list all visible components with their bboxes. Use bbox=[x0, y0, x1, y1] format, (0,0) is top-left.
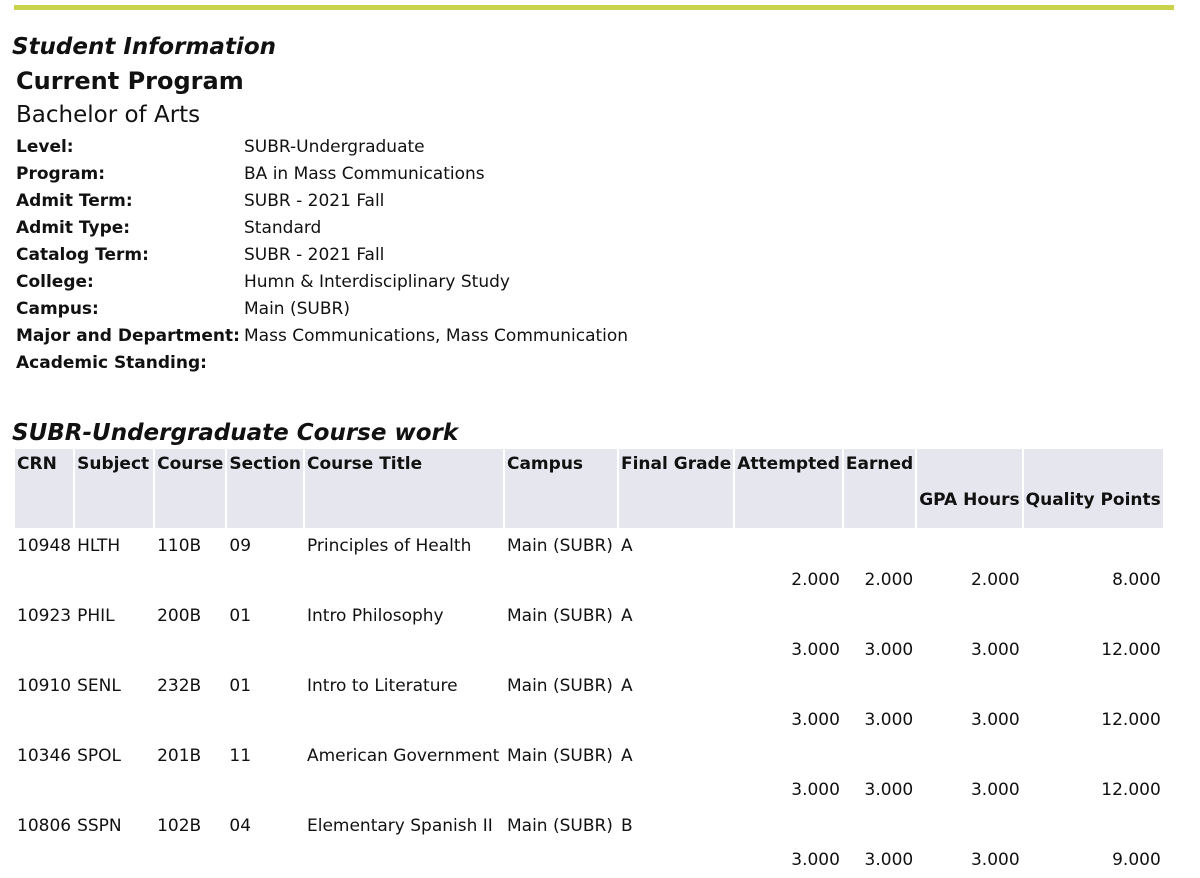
column-header-course-title: Course Title bbox=[305, 449, 503, 528]
course-title-cell: Principles of Health bbox=[306, 536, 472, 556]
detail-label: College: bbox=[16, 271, 94, 292]
program-detail-row bbox=[16, 160, 628, 187]
attempted-hours-cell: 3.000 bbox=[791, 850, 840, 870]
quality-points-cell: 8.000 bbox=[1112, 570, 1161, 590]
section-cell: 01 bbox=[229, 676, 252, 696]
program-detail-row bbox=[16, 268, 628, 295]
column-header-campus: Campus bbox=[505, 449, 617, 528]
course-row bbox=[15, 598, 1163, 668]
detail-value bbox=[244, 349, 628, 376]
campus-cell: Main (SUBR) bbox=[506, 746, 613, 766]
detail-label: Academic Standing: bbox=[16, 352, 207, 373]
campus-cell: Main (SUBR) bbox=[506, 536, 613, 556]
program-detail-row bbox=[16, 349, 628, 376]
detail-label: Catalog Term: bbox=[16, 244, 149, 265]
final-grade-cell: B bbox=[620, 816, 633, 836]
course-number-cell: 110B bbox=[157, 536, 202, 556]
column-header-gpa-hours: GPA Hours bbox=[917, 449, 1021, 528]
earned-hours-cell: 3.000 bbox=[864, 640, 914, 660]
attempted-hours-cell: 3.000 bbox=[791, 640, 840, 660]
attempted-hours-cell: 3.000 bbox=[791, 710, 840, 730]
gpa-hours-cell: 3.000 bbox=[970, 640, 1020, 660]
earned-hours-cell: 3.000 bbox=[864, 780, 914, 800]
final-grade-cell: A bbox=[620, 536, 633, 556]
detail-label: Major and Department: bbox=[16, 325, 240, 346]
earned-hours-cell: 2.000 bbox=[864, 570, 914, 590]
program-detail-row bbox=[16, 187, 628, 214]
course-row bbox=[15, 808, 1163, 878]
crn-cell: 10806 bbox=[17, 816, 72, 836]
earned-hours-cell: 3.000 bbox=[864, 710, 914, 730]
crn-cell: 10346 bbox=[17, 746, 72, 766]
gpa-hours-cell: 2.000 bbox=[970, 570, 1020, 590]
course-title-cell: Elementary Spanish II bbox=[306, 816, 493, 836]
course-title-cell: Intro Philosophy bbox=[306, 606, 444, 626]
program-name: Bachelor of Arts bbox=[16, 102, 201, 128]
section-cell: 01 bbox=[229, 606, 252, 626]
crn-cell: 10923 bbox=[17, 606, 72, 626]
section-cell: 09 bbox=[229, 536, 252, 556]
course-row bbox=[15, 668, 1163, 738]
program-detail-row bbox=[16, 214, 628, 241]
final-grade-cell: A bbox=[620, 746, 633, 766]
detail-label: Admit Term: bbox=[16, 190, 133, 211]
detail-value: Standard bbox=[244, 217, 322, 238]
campus-cell: Main (SUBR) bbox=[506, 606, 613, 626]
section-cell: 04 bbox=[229, 816, 252, 836]
final-grade-cell: A bbox=[620, 676, 633, 696]
attempted-hours-cell: 3.000 bbox=[791, 780, 840, 800]
column-header-course: Course bbox=[155, 449, 225, 528]
quality-points-cell: 12.000 bbox=[1101, 710, 1161, 730]
detail-value: SUBR - 2021 Fall bbox=[244, 244, 385, 265]
gpa-hours-cell: 3.000 bbox=[970, 780, 1020, 800]
top-divider bbox=[14, 5, 1174, 10]
gpa-hours-cell: 3.000 bbox=[970, 850, 1020, 870]
student-information-heading: Student Information bbox=[12, 34, 276, 60]
course-number-cell: 102B bbox=[157, 816, 202, 836]
quality-points-cell: 9.000 bbox=[1112, 850, 1161, 870]
detail-value: SUBR-Undergraduate bbox=[244, 136, 425, 157]
detail-value: SUBR - 2021 Fall bbox=[244, 190, 385, 211]
column-header-attempted: Attempted bbox=[735, 449, 842, 528]
crn-cell: 10910 bbox=[17, 676, 72, 696]
attempted-hours-cell: 2.000 bbox=[791, 570, 840, 590]
course-number-cell: 201B bbox=[157, 746, 202, 766]
column-header-subject: Subject bbox=[75, 449, 153, 528]
program-details-table bbox=[16, 133, 628, 376]
program-detail-row bbox=[16, 295, 628, 322]
detail-value: Humn & Interdisciplinary Study bbox=[244, 271, 510, 292]
detail-label: Admit Type: bbox=[16, 217, 131, 238]
course-row bbox=[15, 528, 1163, 598]
detail-value: Mass Communications, Mass Communication bbox=[244, 325, 629, 346]
column-header-quality-points: Quality Points bbox=[1024, 449, 1163, 528]
subject-cell: SENL bbox=[77, 676, 121, 696]
current-program-heading: Current Program bbox=[16, 67, 244, 95]
column-header-crn: CRN bbox=[15, 449, 73, 528]
program-detail-row bbox=[16, 241, 628, 268]
program-detail-row bbox=[16, 322, 628, 349]
detail-value: Main (SUBR) bbox=[244, 298, 350, 319]
earned-hours-cell: 3.000 bbox=[864, 850, 914, 870]
campus-cell: Main (SUBR) bbox=[506, 816, 613, 836]
column-header-final-grade: Final Grade bbox=[619, 449, 733, 528]
detail-label: Level: bbox=[16, 136, 74, 157]
subject-cell: HLTH bbox=[77, 536, 121, 556]
final-grade-cell: A bbox=[620, 606, 633, 626]
course-row bbox=[15, 738, 1163, 808]
detail-value: BA in Mass Communications bbox=[244, 163, 485, 184]
section-cell: 11 bbox=[229, 746, 252, 766]
course-number-cell: 200B bbox=[157, 606, 202, 626]
subject-cell: PHIL bbox=[77, 606, 115, 626]
course-number-cell: 232B bbox=[157, 676, 202, 696]
gpa-hours-cell: 3.000 bbox=[970, 710, 1020, 730]
subject-cell: SPOL bbox=[77, 746, 121, 766]
detail-label: Campus: bbox=[16, 298, 99, 319]
course-title-cell: American Government bbox=[306, 746, 500, 766]
column-header-section: Section bbox=[227, 449, 303, 528]
coursework-heading: SUBR-Undergraduate Course work bbox=[12, 420, 459, 446]
crn-cell: 10948 bbox=[17, 536, 72, 556]
quality-points-cell: 12.000 bbox=[1101, 640, 1161, 660]
subject-cell: SSPN bbox=[77, 816, 122, 836]
program-detail-row bbox=[16, 133, 628, 160]
course-title-cell: Intro to Literature bbox=[306, 676, 458, 696]
campus-cell: Main (SUBR) bbox=[506, 676, 613, 696]
detail-label: Program: bbox=[16, 163, 106, 184]
coursework-header-row bbox=[15, 449, 1163, 528]
column-header-earned: Earned bbox=[844, 449, 915, 528]
quality-points-cell: 12.000 bbox=[1101, 780, 1161, 800]
